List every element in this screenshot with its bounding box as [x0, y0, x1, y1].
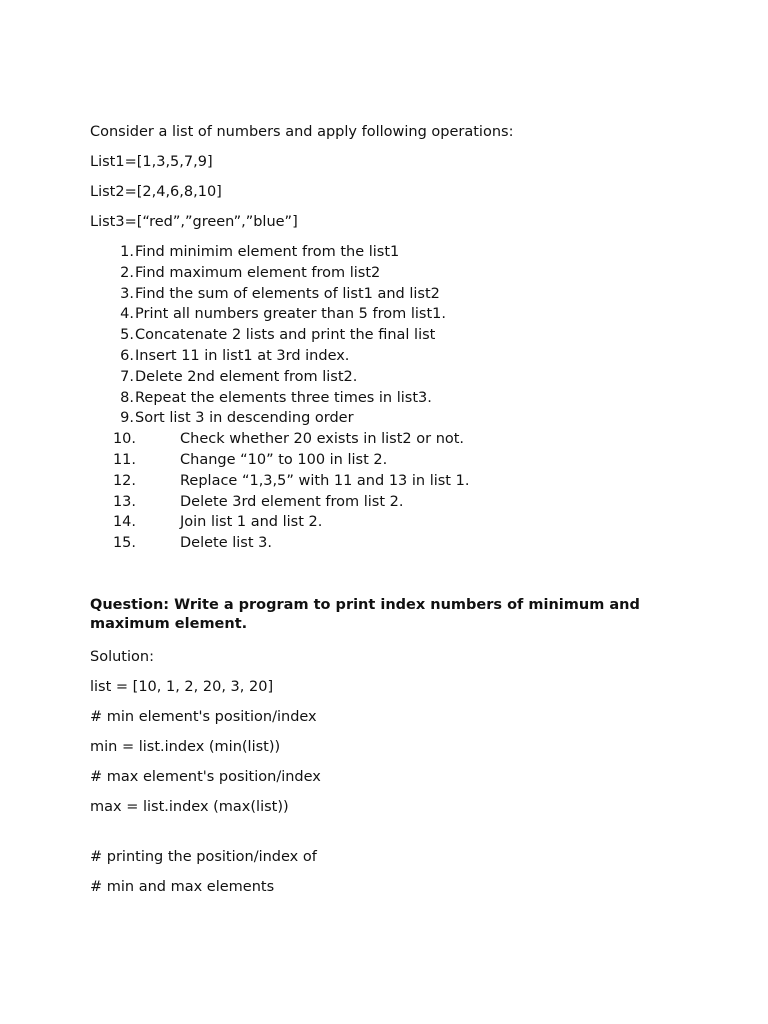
task-text: Delete list 3.	[180, 535, 272, 552]
task-number: 9.	[120, 410, 134, 427]
task-number: 12.	[112, 472, 136, 489]
task-item	[90, 242, 690, 263]
task-list	[90, 242, 690, 554]
task-number: 2.	[120, 264, 134, 281]
task-text: Join list 1 and list 2.	[180, 514, 323, 531]
task-text: Sort list 3 in descending order	[135, 410, 354, 427]
task-number: 11.	[112, 451, 136, 468]
task-text: Find minimim element from the list1	[135, 244, 400, 260]
code-line: max = list.index (max(list))	[90, 798, 289, 815]
task-text: Concatenate 2 lists and print the final list	[135, 327, 436, 344]
task-item	[90, 429, 690, 450]
code-line: min = list.index (min(list))	[90, 738, 281, 755]
task-number: 1.	[120, 244, 134, 260]
task-item	[90, 346, 690, 367]
task-item	[90, 450, 690, 471]
task-number: 5.	[120, 327, 134, 344]
task-number: 14.	[112, 514, 136, 531]
solution-label: Solution:	[90, 648, 154, 665]
task-text: Replace “1,3,5” with 11 and 13 in list 1.	[180, 472, 470, 489]
code-comment: # min and max elements	[90, 878, 275, 895]
list3-definition: List3=[“red”,”green”,”blue”]	[90, 214, 298, 230]
task-number: 6.	[120, 347, 134, 364]
task-item	[90, 284, 690, 305]
task-text: Change “10” to 100 in list 2.	[180, 451, 388, 468]
task-number: 13.	[112, 493, 136, 510]
task-item	[90, 388, 690, 409]
task-number: 7.	[120, 368, 134, 385]
task-item	[90, 471, 690, 492]
task-text: Print all numbers greater than 5 from list1.	[135, 306, 446, 323]
task-text: Find maximum element from list2	[135, 264, 381, 281]
task-number: 15.	[112, 535, 136, 552]
task-item	[90, 263, 690, 284]
task-text: Find the sum of elements of list1 and list2	[135, 285, 440, 302]
intro-text: Consider a list of numbers and apply following operations:	[90, 124, 514, 140]
list1-definition: List1=[1,3,5,7,9]	[90, 154, 213, 170]
code-comment: # min element's position/index	[90, 708, 317, 725]
task-text: Delete 2nd element from list2.	[135, 368, 358, 385]
blank-line	[90, 827, 690, 847]
code-comment: # max element's position/index	[90, 768, 321, 785]
document-page	[90, 122, 690, 907]
task-item	[90, 512, 690, 533]
task-number: 3.	[120, 285, 134, 302]
task-item	[90, 304, 690, 325]
task-number: 8.	[120, 389, 134, 406]
task-item	[90, 367, 690, 388]
question-heading: Question: Write a program to print index numbers of minimum and maximum element.	[90, 596, 640, 633]
task-text: Insert 11 in list1 at 3rd index.	[135, 347, 350, 364]
task-number: 4.	[120, 306, 134, 323]
task-item	[90, 408, 690, 429]
task-item	[90, 533, 690, 554]
task-number: 10.	[112, 431, 136, 448]
task-text: Check whether 20 exists in list2 or not.	[180, 431, 465, 448]
code-comment: # printing the position/index of	[90, 848, 317, 865]
task-text: Delete 3rd element from list 2.	[180, 493, 404, 510]
task-text: Repeat the elements three times in list3.	[135, 389, 432, 406]
task-item	[90, 325, 690, 346]
list2-definition: List2=[2,4,6,8,10]	[90, 184, 222, 200]
task-item	[90, 492, 690, 513]
code-line: list = [10, 1, 2, 20, 3, 20]	[90, 678, 274, 695]
